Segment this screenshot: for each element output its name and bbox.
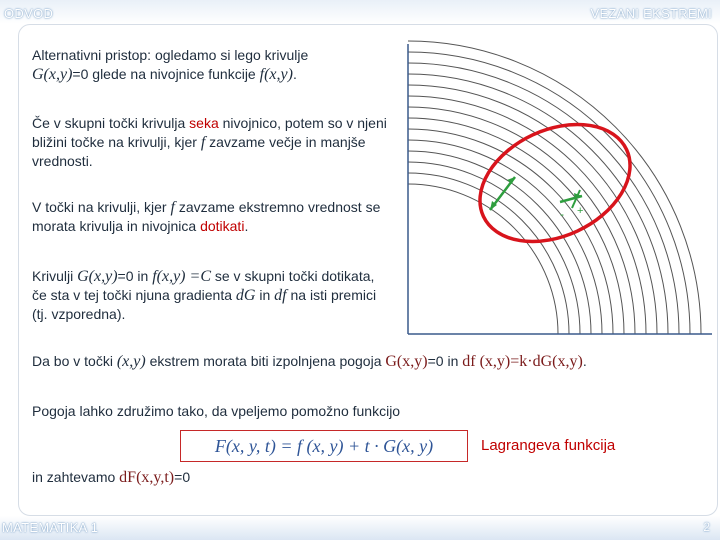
p4-eq0: =0 xyxy=(117,268,134,284)
p5-xy: (x,y) xyxy=(116,353,146,370)
level-curve-9 xyxy=(408,85,657,334)
p5-g: G(x,y) xyxy=(385,353,428,370)
paragraph-tangent xyxy=(32,198,404,236)
p2-c: zavzame večje in manjše vrednosti. xyxy=(32,134,366,169)
p7-eq0: =0 xyxy=(174,469,191,485)
page-number: 2 xyxy=(703,520,710,534)
header-left-title: ODVOD xyxy=(4,6,54,21)
p5-eq0: =0 xyxy=(427,353,444,369)
lagrange-label: Lagrangeva funkcija xyxy=(481,437,616,454)
level-curve-0 xyxy=(408,184,558,334)
intro-mid: glede na nivojnice funkcije xyxy=(88,66,260,82)
p3-f: f xyxy=(170,199,175,216)
p5-end: . xyxy=(582,353,587,369)
p4-df: df xyxy=(274,287,287,304)
p4-a: Krivulji xyxy=(32,268,78,284)
p4-c: in xyxy=(255,287,275,303)
p4-eqc: =C xyxy=(185,268,211,285)
p3-dotikati: dotikati xyxy=(200,218,245,234)
p6-text: Pogoja lahko združimo tako, da vpeljemo pomožno funkcijo xyxy=(32,403,401,419)
level-curve-11 xyxy=(408,63,679,334)
lagrange-formula: F(x, y, t) = f (x, y) + t · G(x, y) xyxy=(180,430,468,462)
p4-in: in xyxy=(133,268,153,284)
paragraph-intro xyxy=(32,46,402,84)
p5-in: in xyxy=(443,353,463,369)
gradient-arrow-left xyxy=(490,177,515,210)
level-curve-5 xyxy=(408,129,613,334)
p2-a: Če v skupni točki krivulja xyxy=(32,115,190,131)
p5-eqk: =k· xyxy=(510,353,533,370)
intro-text: Alternativni pristop: ogledamo si lego krivulje xyxy=(32,47,309,63)
level-curve-2 xyxy=(408,162,580,334)
p7-a: in zahtevamo xyxy=(32,469,120,485)
p3-a: V točki na krivulji, kjer xyxy=(32,199,171,215)
footer-course-title: MATEMATIKA 1 xyxy=(2,520,99,535)
level-curve-3 xyxy=(408,151,591,334)
p5-dg: dG(x,y) xyxy=(532,353,583,370)
p3-b: zavzame ekstremno vrednost se morata krivulja in nivojnica xyxy=(32,199,381,234)
p2-f: f xyxy=(200,134,206,151)
intro-end: . xyxy=(292,66,297,82)
p4-g: G(x,y) xyxy=(77,268,118,285)
p2-seka: seka xyxy=(189,115,219,131)
plus-label: + xyxy=(577,205,584,217)
p5-df: df (x,y) xyxy=(462,353,511,370)
minus-label: - xyxy=(560,207,564,221)
constraint-curve xyxy=(461,102,649,265)
p2-b: nivojnico, potem so v njeni bližini točke na krivulji, kjer xyxy=(32,115,387,150)
p4-b: se v skupni točki dotikata, če sta v tej točki njuna gradienta xyxy=(32,268,375,303)
p4-f: f(x,y) xyxy=(152,268,186,285)
intro-g: G(x,y) xyxy=(32,66,73,83)
p5-b: ekstrem morata biti izpolnjena pogoja xyxy=(145,353,386,369)
paragraph-gradients xyxy=(32,267,377,324)
paragraph-combine xyxy=(32,402,632,421)
intro-f: f(x,y) xyxy=(259,66,293,83)
p3-end: . xyxy=(244,218,249,234)
level-curve-13 xyxy=(408,41,701,334)
level-curves xyxy=(408,41,701,334)
p7-df: dF(x,y,t) xyxy=(119,469,175,486)
paragraph-conditions xyxy=(32,352,712,371)
p5-a: Da bo v točki xyxy=(32,353,117,369)
level-curve-12 xyxy=(408,52,690,334)
header-right-title: VEZANI EKSTREMI xyxy=(590,6,712,21)
level-curve-10 xyxy=(408,74,668,334)
p4-dg: dG xyxy=(235,287,256,304)
paragraph-require xyxy=(32,468,432,487)
intro-eq0: =0 xyxy=(72,66,89,82)
footer-bar xyxy=(0,516,720,540)
paragraph-intersect xyxy=(32,114,404,171)
p4-d: na isti premici (tj. vzporedna). xyxy=(32,287,377,322)
